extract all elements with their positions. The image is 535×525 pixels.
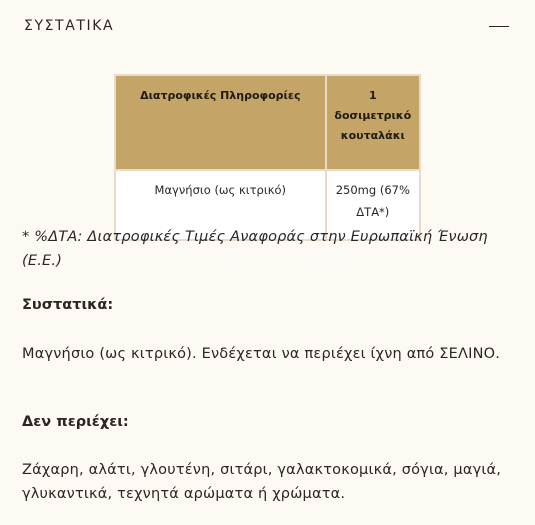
ingredients-text: Μαγνήσιο (ως κιτρικό). Ενδέχεται να περιέχει ίχνη από ΣΕΛΙΝΟ. [22, 346, 501, 362]
ingredients-section-header[interactable] [0, 0, 535, 56]
minus-icon[interactable] [489, 16, 511, 38]
nutrient-amount-cell: 250mg (67% ΔΤΑ*) [326, 170, 420, 240]
nutrient-name-cell: Μαγνήσιο (ως κιτρικό) [115, 170, 326, 240]
dta-footnote: * %ΔΤΑ: Διατροφικές Τιμές Αναφοράς στην Ευρωπαϊκή Ένωση (Ε.Ε.) [22, 229, 488, 269]
column-header-serving: 1 δοσιμετρικό κουταλάκι [326, 75, 420, 170]
section-title: ΣΥΣΤΑΤΙΚΑ [24, 18, 115, 34]
free-from-heading: Δεν περιέχει: [22, 414, 129, 430]
nutrition-table [114, 74, 421, 241]
column-header-nutrition-info: Διατροφικές Πληροφορίες [115, 75, 326, 170]
table-header-row [115, 75, 420, 170]
free-from-text: Ζάχαρη, αλάτι, γλουτένη, σιτάρι, γαλακτοκομικά, σόγια, μαγιά, γλυκαντικά, τεχνητά αρώματα ή χρώματα. [22, 462, 502, 502]
ingredients-heading: Συστατικά: [22, 297, 114, 313]
